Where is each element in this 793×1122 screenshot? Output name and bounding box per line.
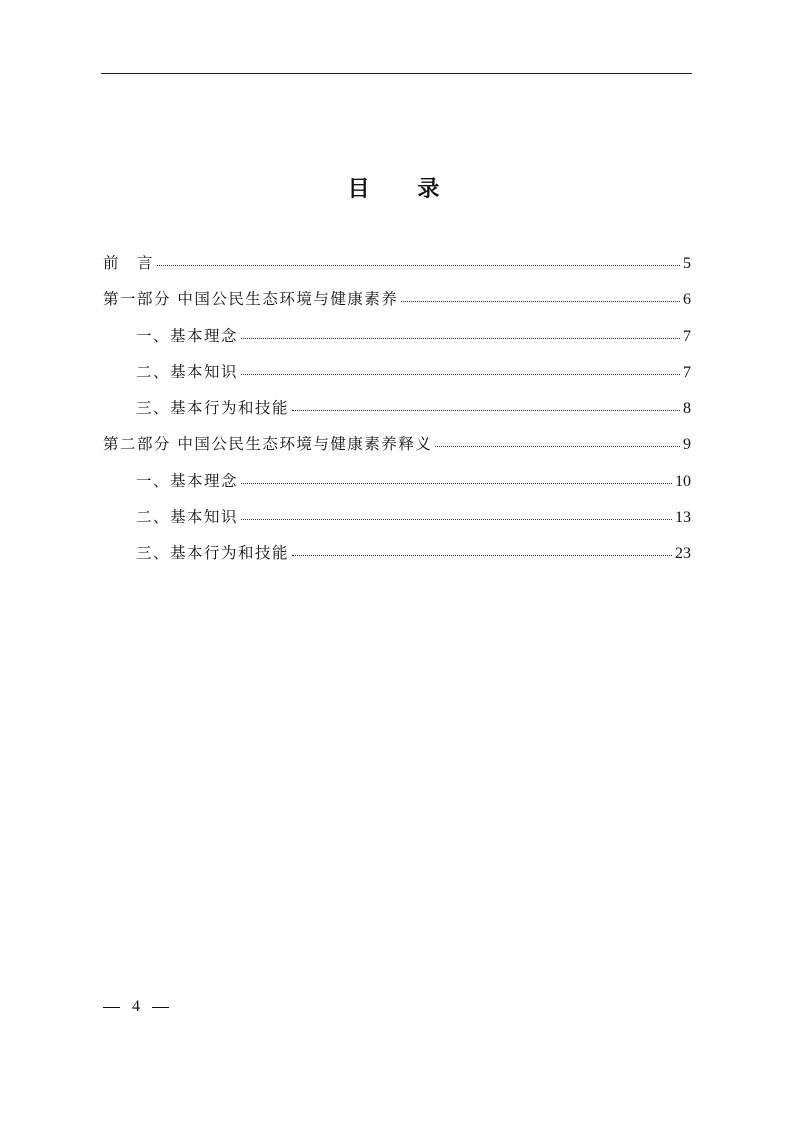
toc-entry-label: 二、基本知识 — [136, 508, 239, 527]
footer-dash-left — [103, 1007, 120, 1008]
toc-leader-dots — [292, 555, 672, 556]
toc-entry-label: 一、基本理念 — [136, 326, 239, 345]
toc-entry[interactable] — [103, 541, 691, 577]
toc-entry-label: 三、基本行为和技能 — [136, 544, 290, 563]
toc-entry-label: 第二部分 中国公民生态环境与健康素养释义 — [103, 435, 433, 454]
page-title: 目 录 — [347, 177, 460, 202]
toc-entry-page: 23 — [675, 545, 691, 563]
toc-leader-dots — [241, 374, 680, 375]
footer-dash-right — [152, 1007, 169, 1008]
toc-leader-dots — [401, 301, 680, 302]
toc-entry-page: 5 — [683, 255, 691, 272]
toc-entry[interactable] — [103, 432, 691, 468]
toc-leader-dots — [435, 446, 680, 447]
toc-entry-page: 7 — [683, 363, 691, 381]
toc-entry-page: 9 — [683, 436, 691, 454]
page-footer — [103, 998, 169, 1016]
table-of-contents — [103, 251, 691, 578]
toc-entry[interactable] — [103, 360, 691, 396]
toc-leader-dots — [241, 483, 672, 484]
toc-leader-dots — [241, 338, 680, 339]
toc-entry[interactable] — [103, 324, 691, 360]
toc-entry[interactable] — [103, 396, 691, 432]
toc-leader-dots — [241, 519, 672, 520]
toc-entry-label: 前 言 — [103, 254, 155, 272]
toc-leader-dots — [157, 265, 680, 266]
toc-entry-page: 6 — [683, 291, 691, 309]
toc-entry-page: 7 — [683, 327, 691, 345]
toc-entry-page: 13 — [675, 509, 691, 527]
toc-entry-label: 二、基本知识 — [136, 362, 239, 381]
toc-entry-page: 10 — [675, 472, 691, 490]
toc-entry[interactable] — [103, 251, 691, 287]
toc-entry[interactable] — [103, 505, 691, 541]
toc-entry-label: 第一部分 中国公民生态环境与健康素养 — [103, 290, 399, 309]
toc-entry-label: 一、基本理念 — [136, 471, 239, 490]
toc-entry-label: 三、基本行为和技能 — [136, 399, 290, 418]
footer-page-number: 4 — [132, 998, 140, 1015]
toc-entry[interactable] — [103, 287, 691, 323]
toc-leader-dots — [292, 410, 680, 411]
toc-entry-page: 8 — [683, 400, 691, 418]
toc-entry[interactable] — [103, 469, 691, 505]
header-rule — [101, 73, 692, 74]
